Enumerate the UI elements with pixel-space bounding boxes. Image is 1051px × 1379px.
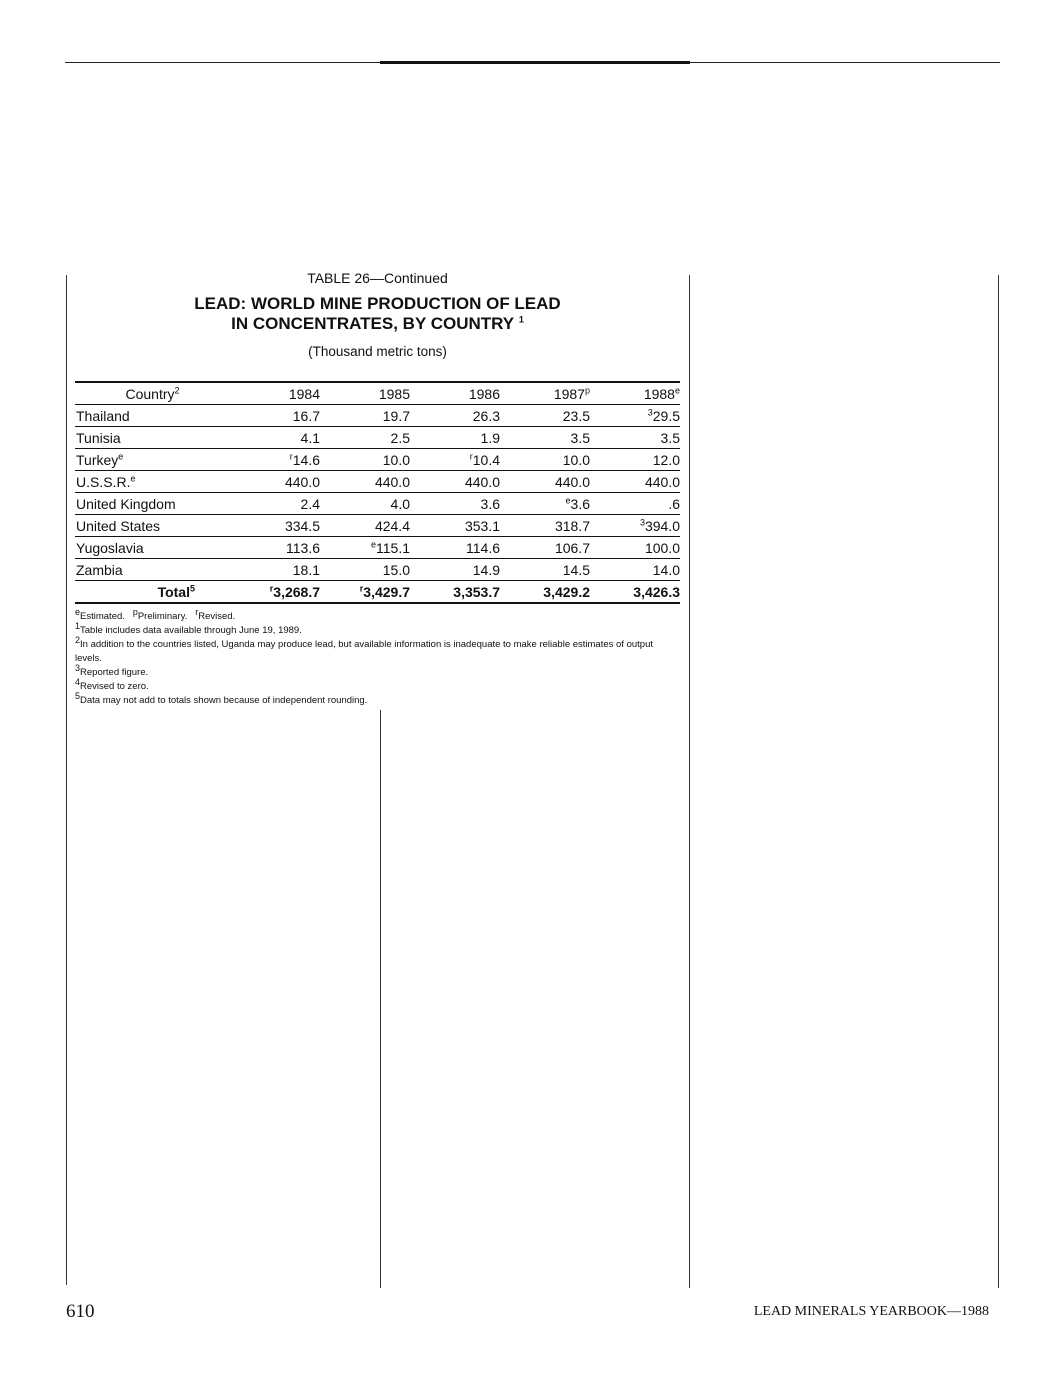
value-cell — [230, 405, 320, 427]
header-year — [230, 382, 320, 405]
cell-value: 14.9 — [472, 561, 500, 578]
legend-text: Estimated. — [80, 611, 125, 622]
value-cell — [410, 471, 500, 493]
total-value-cell — [230, 581, 320, 604]
header-country-label: Country — [125, 386, 175, 402]
footnote-text: Table includes data available through June 19, 1989. — [80, 625, 302, 636]
table-title-footnote: 1 — [518, 314, 524, 325]
cell-value: 394.0 — [644, 517, 680, 534]
cell-mark: r — [359, 582, 364, 593]
country-name: U.S.S.R. — [76, 473, 131, 490]
cell-value: 440.0 — [554, 473, 590, 490]
legend-text: Revised. — [198, 611, 236, 622]
cell-value: 4.1 — [300, 429, 320, 446]
cell-value: 440.0 — [464, 473, 500, 490]
country-name: Zambia — [76, 561, 123, 578]
country-name: Yugoslavia — [76, 539, 144, 556]
header-year-label: 1984 — [288, 386, 320, 402]
running-footer: LEAD MINERALS YEARBOOK—1988 — [753, 1304, 989, 1319]
value-cell — [230, 537, 320, 559]
footnote-text: In addition to the countries listed, Uganda may produce lead, but available information is inadequate to make reliable estimates of output levels. — [75, 639, 654, 664]
cell-value: 353.1 — [464, 517, 500, 534]
cell-value: 26.3 — [472, 407, 500, 424]
header-country — [75, 382, 230, 405]
table-row — [75, 449, 680, 471]
value-cell — [410, 427, 500, 449]
country-name: Turkey — [76, 451, 119, 468]
cell-value: 3.6 — [480, 495, 500, 512]
value-cell — [590, 427, 680, 449]
cell-value: 3.5 — [660, 429, 680, 446]
table-title-line1: LEAD: WORLD MINE PRODUCTION OF LEAD — [194, 294, 561, 313]
cell-value: 114.6 — [466, 539, 500, 556]
cell-value: 15.0 — [382, 561, 410, 578]
footnote-number: 4 — [75, 676, 81, 687]
cell-value: 318.7 — [554, 517, 590, 534]
cell-value: 1.9 — [480, 429, 500, 446]
value-cell — [500, 537, 590, 559]
footnote-text: Data may not add to totals shown because of independent rounding. — [80, 695, 368, 706]
table-row — [75, 471, 680, 493]
cell-value: 3,429.2 — [543, 583, 590, 600]
header-year-mark: p — [584, 385, 590, 396]
value-cell — [500, 515, 590, 537]
footnote-text: Reported figure. — [80, 667, 149, 678]
value-cell — [590, 515, 680, 537]
country-name: United States — [76, 517, 161, 534]
footnote-number: 1 — [75, 620, 81, 631]
cell-value: .6 — [668, 495, 680, 512]
total-footnote: 5 — [189, 582, 195, 593]
cell-mark: e — [565, 494, 571, 505]
cell-value: 10.0 — [382, 451, 410, 468]
cell-value: 14.0 — [652, 561, 680, 578]
value-cell — [320, 559, 410, 581]
table-row — [75, 405, 680, 427]
value-cell — [500, 427, 590, 449]
page-number: 610 — [66, 1301, 95, 1322]
column-rule-right — [689, 275, 690, 1288]
country-name: Thailand — [76, 407, 130, 424]
table-header-row — [75, 382, 680, 405]
header-year-label: 1986 — [468, 386, 500, 402]
value-cell — [590, 493, 680, 515]
value-cell — [410, 493, 500, 515]
country-cell — [75, 405, 230, 427]
cell-value: 3,426.3 — [633, 583, 680, 600]
value-cell — [500, 471, 590, 493]
value-cell — [320, 449, 410, 471]
value-cell — [410, 405, 500, 427]
cell-mark: e — [370, 538, 376, 549]
column-rule-left — [66, 275, 67, 1285]
cell-value: 16.7 — [292, 407, 320, 424]
value-cell — [500, 493, 590, 515]
table-block — [75, 270, 680, 708]
value-cell — [500, 449, 590, 471]
table-title — [75, 294, 680, 334]
legend-text: Preliminary. — [137, 611, 188, 622]
cell-value: 19.7 — [382, 407, 410, 424]
cell-value: 3.5 — [570, 429, 590, 446]
value-cell — [500, 405, 590, 427]
header-year — [410, 382, 500, 405]
footnote-number: 3 — [75, 662, 81, 673]
value-cell — [590, 471, 680, 493]
cell-mark: r — [469, 450, 473, 461]
column-rule-middle — [380, 710, 381, 1288]
cell-value: 3,268.7 — [273, 583, 320, 600]
footnote — [75, 620, 680, 638]
cell-value: 4.0 — [390, 495, 410, 512]
value-cell — [230, 449, 320, 471]
footnote — [75, 662, 680, 680]
value-cell — [410, 559, 500, 581]
legend-mark: r — [195, 606, 199, 617]
table-title-line2 — [75, 314, 680, 334]
value-cell — [320, 405, 410, 427]
cell-value: 2.4 — [300, 495, 320, 512]
country-mark: e — [118, 450, 124, 461]
total-row — [75, 581, 680, 604]
cell-value: 3.6 — [570, 495, 590, 512]
cell-value: 18.1 — [292, 561, 320, 578]
country-cell — [75, 515, 230, 537]
footnote-text: Revised to zero. — [80, 681, 149, 692]
column-rule-far-right — [998, 275, 999, 1288]
country-name: Tunisia — [76, 429, 121, 446]
header-year — [590, 382, 680, 405]
total-value-cell — [500, 581, 590, 604]
value-cell — [590, 405, 680, 427]
total-value-cell — [410, 581, 500, 604]
header-year-mark: e — [674, 385, 680, 396]
value-cell — [590, 559, 680, 581]
table-row — [75, 537, 680, 559]
table-notes — [75, 606, 680, 708]
table-row — [75, 427, 680, 449]
value-cell — [590, 449, 680, 471]
top-rule-bold — [380, 61, 690, 64]
legend-line — [75, 606, 680, 624]
table-row — [75, 493, 680, 515]
cell-mark: r — [269, 582, 274, 593]
table-caption: TABLE 26—Continued — [307, 270, 448, 286]
cell-value: 14.6 — [292, 451, 320, 468]
cell-value: 106.7 — [554, 539, 590, 556]
header-year — [500, 382, 590, 405]
legend-mark: e — [75, 606, 81, 617]
value-cell — [590, 537, 680, 559]
value-cell — [230, 515, 320, 537]
country-name: United Kingdom — [76, 495, 176, 512]
cell-value: 424.4 — [374, 517, 410, 534]
value-cell — [320, 515, 410, 537]
cell-value: 10.4 — [472, 451, 500, 468]
header-year-label: 1985 — [378, 386, 410, 402]
table-row — [75, 515, 680, 537]
country-cell — [75, 537, 230, 559]
value-cell — [410, 515, 500, 537]
country-cell — [75, 471, 230, 493]
cell-mark: 3 — [639, 516, 645, 527]
table-title-line2-text: IN CONCENTRATES, BY COUNTRY — [231, 314, 515, 333]
header-country-footnote: 2 — [174, 385, 180, 396]
country-cell — [75, 427, 230, 449]
cell-value: 115.1 — [376, 539, 410, 556]
cell-value: 440.0 — [644, 473, 680, 490]
cell-value: 440.0 — [284, 473, 320, 490]
total-value-cell — [590, 581, 680, 604]
cell-value: 3,353.7 — [453, 583, 500, 600]
value-cell — [230, 427, 320, 449]
table-row — [75, 559, 680, 581]
cell-value: 113.6 — [286, 539, 320, 556]
cell-value: 23.5 — [562, 407, 590, 424]
cell-value: 12.0 — [652, 451, 680, 468]
country-cell — [75, 493, 230, 515]
country-cell — [75, 559, 230, 581]
footnote — [75, 676, 680, 694]
value-cell — [410, 537, 500, 559]
total-value-cell — [320, 581, 410, 604]
footnote — [75, 634, 680, 666]
header-year-label: 1988 — [643, 386, 675, 402]
country-mark: e — [130, 472, 136, 483]
header-year — [320, 382, 410, 405]
value-cell — [230, 493, 320, 515]
production-table — [75, 381, 680, 604]
value-cell — [320, 427, 410, 449]
value-cell — [320, 493, 410, 515]
value-cell — [320, 471, 410, 493]
total-label: Total — [157, 583, 190, 600]
cell-value: 10.0 — [562, 451, 590, 468]
total-label-cell — [75, 581, 230, 604]
table-units: (Thousand metric tons) — [308, 344, 447, 359]
cell-value: 334.5 — [284, 517, 320, 534]
cell-mark: r — [289, 450, 293, 461]
value-cell — [500, 559, 590, 581]
cell-value: 14.5 — [562, 561, 590, 578]
cell-value: 440.0 — [374, 473, 410, 490]
cell-value: 3,429.7 — [363, 583, 410, 600]
value-cell — [320, 537, 410, 559]
value-cell — [230, 471, 320, 493]
cell-value: 2.5 — [390, 429, 410, 446]
header-year-label: 1987 — [553, 386, 585, 402]
footnote-number: 5 — [75, 690, 81, 701]
cell-value: 100.0 — [644, 539, 680, 556]
country-cell — [75, 449, 230, 471]
cell-value: 29.5 — [652, 407, 680, 424]
value-cell — [230, 559, 320, 581]
footnote-number: 2 — [75, 634, 81, 645]
footnote — [75, 690, 680, 708]
legend-mark: p — [132, 606, 138, 617]
value-cell — [410, 449, 500, 471]
cell-mark: 3 — [647, 406, 653, 417]
